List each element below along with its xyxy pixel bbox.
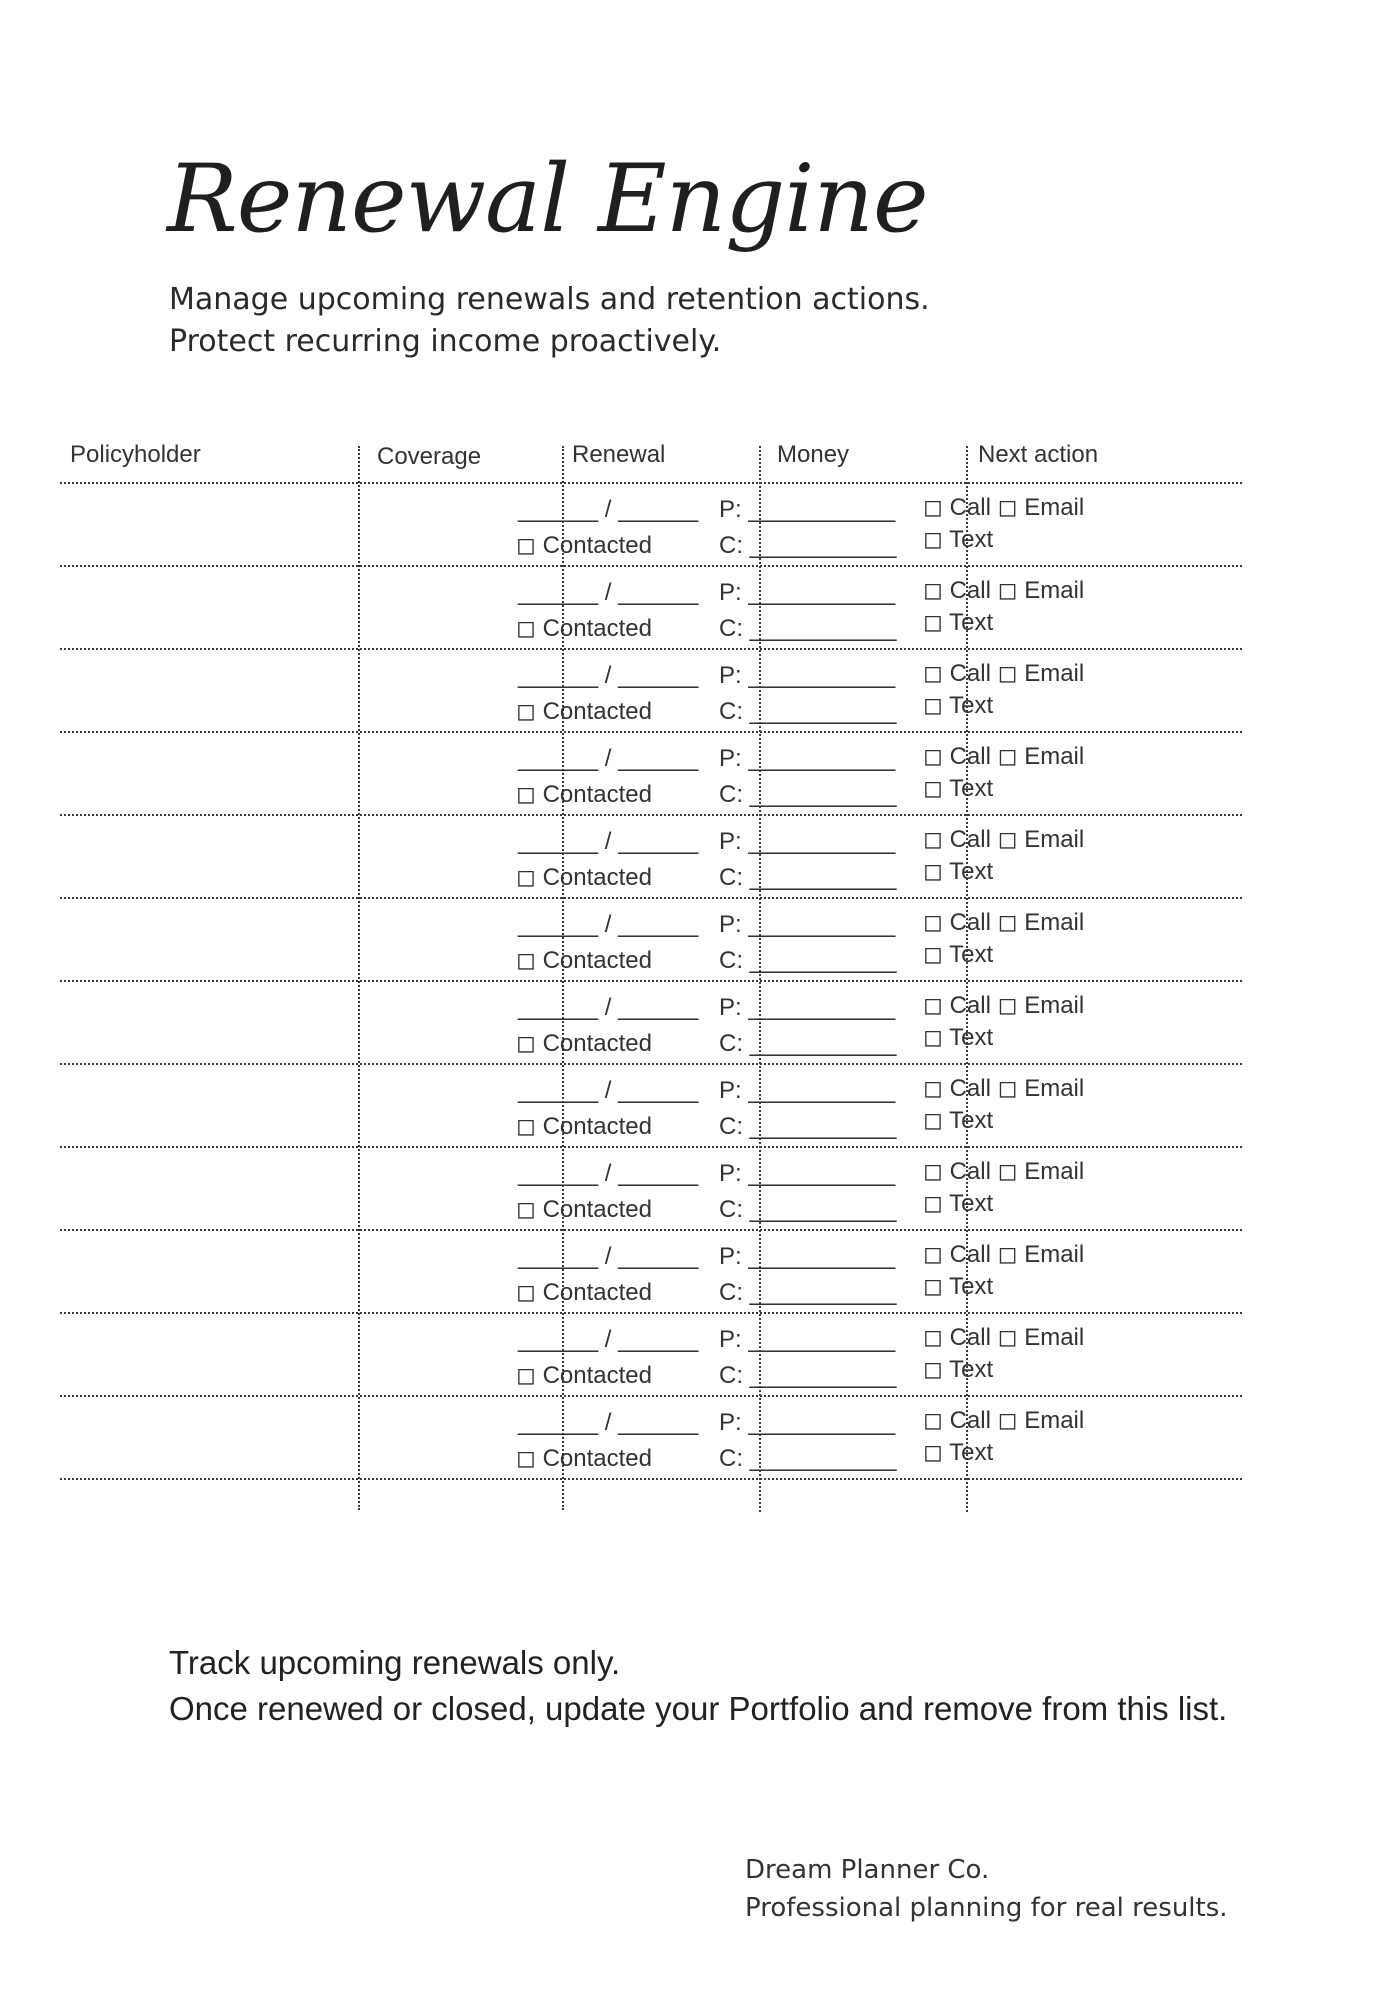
column-header-renewal: Renewal	[572, 441, 666, 468]
policyholder-cell[interactable]	[60, 482, 356, 565]
contacted-checkbox[interactable]: ◻ Contacted	[516, 1113, 652, 1140]
renewal-date-field[interactable]: ______ / ______	[518, 828, 699, 855]
contacted-checkbox[interactable]: ◻ Contacted	[516, 781, 652, 808]
policyholder-cell[interactable]	[60, 1395, 356, 1478]
commission-field[interactable]: C: ___________	[719, 1030, 897, 1057]
policyholder-cell[interactable]	[60, 1312, 356, 1395]
text-checkbox[interactable]: ◻ Text	[923, 858, 994, 885]
contacted-checkbox[interactable]: ◻ Contacted	[516, 615, 652, 642]
brand-name: Dream Planner Co.	[745, 1855, 990, 1885]
footer-note-line-1: Track upcoming renewals only.	[169, 1644, 621, 1681]
renewal-date-field[interactable]: ______ / ______	[518, 994, 699, 1021]
commission-field[interactable]: C: ___________	[719, 698, 897, 725]
policyholder-cell[interactable]	[60, 731, 356, 814]
premium-field[interactable]: P: ___________	[719, 745, 896, 772]
call-email-checkboxes[interactable]: ◻ Call ◻ Email	[923, 494, 1085, 521]
premium-field[interactable]: P: ___________	[719, 828, 896, 855]
table-row	[60, 1063, 1240, 1146]
table-row	[60, 814, 1240, 897]
commission-field[interactable]: C: ___________	[719, 1196, 897, 1223]
column-header-next-action: Next action	[978, 441, 1099, 468]
table-row	[60, 731, 1240, 814]
call-email-checkboxes[interactable]: ◻ Call ◻ Email	[923, 1324, 1085, 1351]
text-checkbox[interactable]: ◻ Text	[923, 1273, 994, 1300]
table-row	[60, 482, 1240, 565]
column-header-money: Money	[777, 441, 850, 468]
premium-field[interactable]: P: ___________	[719, 1409, 896, 1436]
commission-field[interactable]: C: ___________	[719, 781, 897, 808]
renewal-date-field[interactable]: ______ / ______	[518, 1077, 699, 1104]
text-checkbox[interactable]: ◻ Text	[923, 692, 994, 719]
premium-field[interactable]: P: ___________	[719, 911, 896, 938]
call-email-checkboxes[interactable]: ◻ Call ◻ Email	[923, 1158, 1085, 1185]
premium-field[interactable]: P: ___________	[719, 496, 896, 523]
commission-field[interactable]: C: ___________	[719, 1113, 897, 1140]
page-subtitle-line-1: Manage upcoming renewals and retention actions.	[169, 282, 930, 317]
call-email-checkboxes[interactable]: ◻ Call ◻ Email	[923, 992, 1085, 1019]
contacted-checkbox[interactable]: ◻ Contacted	[516, 1279, 652, 1306]
renewal-date-field[interactable]: ______ / ______	[518, 496, 699, 523]
commission-field[interactable]: C: ___________	[719, 615, 897, 642]
text-checkbox[interactable]: ◻ Text	[923, 526, 994, 553]
table-row	[60, 648, 1240, 731]
table-row	[60, 980, 1240, 1063]
text-checkbox[interactable]: ◻ Text	[923, 1024, 994, 1051]
policyholder-cell[interactable]	[60, 814, 356, 897]
column-header-policyholder: Policyholder	[70, 441, 201, 468]
footer-note-line-2: Once renewed or closed, update your Portfolio and remove from this list.	[169, 1690, 1228, 1727]
table-row	[60, 1395, 1240, 1478]
table-row	[60, 565, 1240, 648]
commission-field[interactable]: C: ___________	[719, 864, 897, 891]
contacted-checkbox[interactable]: ◻ Contacted	[516, 1030, 652, 1057]
text-checkbox[interactable]: ◻ Text	[923, 1107, 994, 1134]
contacted-checkbox[interactable]: ◻ Contacted	[516, 532, 652, 559]
renewal-date-field[interactable]: ______ / ______	[518, 1160, 699, 1187]
contacted-checkbox[interactable]: ◻ Contacted	[516, 864, 652, 891]
call-email-checkboxes[interactable]: ◻ Call ◻ Email	[923, 660, 1085, 687]
commission-field[interactable]: C: ___________	[719, 532, 897, 559]
renewal-date-field[interactable]: ______ / ______	[518, 579, 699, 606]
renewal-date-field[interactable]: ______ / ______	[518, 745, 699, 772]
premium-field[interactable]: P: ___________	[719, 1077, 896, 1104]
policyholder-cell[interactable]	[60, 565, 356, 648]
contacted-checkbox[interactable]: ◻ Contacted	[516, 1445, 652, 1472]
text-checkbox[interactable]: ◻ Text	[923, 1190, 994, 1217]
text-checkbox[interactable]: ◻ Text	[923, 775, 994, 802]
page-title: Renewal Engine	[167, 145, 928, 254]
premium-field[interactable]: P: ___________	[719, 1326, 896, 1353]
table-row	[60, 1146, 1240, 1229]
renewal-date-field[interactable]: ______ / ______	[518, 1326, 699, 1353]
table-row	[60, 897, 1240, 980]
text-checkbox[interactable]: ◻ Text	[923, 1439, 994, 1466]
renewal-date-field[interactable]: ______ / ______	[518, 1409, 699, 1436]
policyholder-cell[interactable]	[60, 1146, 356, 1229]
call-email-checkboxes[interactable]: ◻ Call ◻ Email	[923, 743, 1085, 770]
contacted-checkbox[interactable]: ◻ Contacted	[516, 698, 652, 725]
renewal-date-field[interactable]: ______ / ______	[518, 662, 699, 689]
premium-field[interactable]: P: ___________	[719, 579, 896, 606]
policyholder-cell[interactable]	[60, 980, 356, 1063]
renewal-date-field[interactable]: ______ / ______	[518, 911, 699, 938]
policyholder-cell[interactable]	[60, 648, 356, 731]
table-row	[60, 1312, 1240, 1395]
commission-field[interactable]: C: ___________	[719, 1279, 897, 1306]
premium-field[interactable]: P: ___________	[719, 1160, 896, 1187]
call-email-checkboxes[interactable]: ◻ Call ◻ Email	[923, 1241, 1085, 1268]
premium-field[interactable]: P: ___________	[719, 1243, 896, 1270]
contacted-checkbox[interactable]: ◻ Contacted	[516, 1196, 652, 1223]
premium-field[interactable]: P: ___________	[719, 662, 896, 689]
call-email-checkboxes[interactable]: ◻ Call ◻ Email	[923, 1075, 1085, 1102]
text-checkbox[interactable]: ◻ Text	[923, 1356, 994, 1383]
call-email-checkboxes[interactable]: ◻ Call ◻ Email	[923, 909, 1085, 936]
contacted-checkbox[interactable]: ◻ Contacted	[516, 947, 652, 974]
brand-tagline: Professional planning for real results.	[745, 1893, 1228, 1923]
row-divider	[60, 1478, 1242, 1480]
policyholder-cell[interactable]	[60, 1229, 356, 1312]
text-checkbox[interactable]: ◻ Text	[923, 609, 994, 636]
policyholder-cell[interactable]	[60, 1063, 356, 1146]
call-email-checkboxes[interactable]: ◻ Call ◻ Email	[923, 826, 1085, 853]
contacted-checkbox[interactable]: ◻ Contacted	[516, 1362, 652, 1389]
renewal-date-field[interactable]: ______ / ______	[518, 1243, 699, 1270]
commission-field[interactable]: C: ___________	[719, 1445, 897, 1472]
commission-field[interactable]: C: ___________	[719, 947, 897, 974]
commission-field[interactable]: C: ___________	[719, 1362, 897, 1389]
premium-field[interactable]: P: ___________	[719, 994, 896, 1021]
column-header-coverage: Coverage	[377, 443, 482, 470]
policyholder-cell[interactable]	[60, 897, 356, 980]
call-email-checkboxes[interactable]: ◻ Call ◻ Email	[923, 577, 1085, 604]
call-email-checkboxes[interactable]: ◻ Call ◻ Email	[923, 1407, 1085, 1434]
table-row	[60, 1229, 1240, 1312]
text-checkbox[interactable]: ◻ Text	[923, 941, 994, 968]
page-subtitle-line-2: Protect recurring income proactively.	[169, 324, 722, 359]
